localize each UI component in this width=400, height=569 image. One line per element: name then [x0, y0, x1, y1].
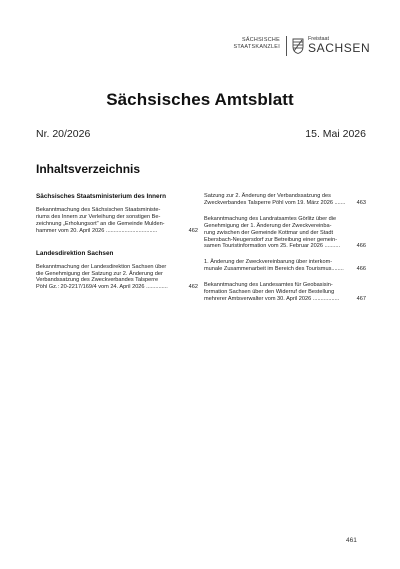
- toc-entry[interactable]: [204, 259, 366, 273]
- toc-section: [36, 250, 198, 292]
- toc-entry-text: Bekanntmachung der Landesdirektion Sachsen über die Genehmigung der Satzung zur 2. Änderung der Verbandssatzung des Zweckverbandes Talsperre Pöhl Gz.: 20-2217/169/4 vom 24. April 2026 ..............: [36, 263, 168, 291]
- toc-heading: Inhaltsverzeichnis: [36, 162, 141, 176]
- section-heading: Landesdirektion Sachsen: [36, 249, 114, 257]
- toc-entry[interactable]: [204, 282, 366, 303]
- staatskanzlei-label: [230, 37, 280, 51]
- saxony-logo: [230, 35, 370, 59]
- logo-left-line1: SÄCHSISCHE: [241, 37, 280, 43]
- toc-entry-text: Satzung zur 2. Änderung der Verbandssatzung des Zweckverbandes Talsperre Pöhl vom 19. März 2026 .......: [204, 193, 346, 206]
- toc-entry-page: 466: [356, 243, 366, 250]
- toc-right-column: [204, 193, 366, 312]
- saxony-crest-icon: [292, 38, 304, 54]
- toc-entry-page: 466: [356, 266, 366, 273]
- toc-entry-page: 462: [188, 284, 198, 291]
- masthead-title: Sächsisches Amtsblatt: [106, 90, 294, 109]
- toc-left-column: [36, 193, 198, 300]
- page-number: 461: [346, 537, 357, 544]
- toc-entry-page: 467: [356, 295, 366, 302]
- issue-number: Nr. 20/2026: [36, 128, 91, 140]
- logo-left-line2: STAATSKANZLEI: [233, 44, 280, 50]
- issue-date: 15. Mai 2026: [305, 128, 366, 140]
- toc-entry-text: Bekanntmachung des Landesamtes für Geobasisin- formation Sachsen über den Widerruf der Bestellung mehrerer Amtsverwalter vom 30. April 2026 .................: [204, 282, 340, 302]
- logo-freistaat: Freistaat: [308, 36, 329, 42]
- freistaat-sachsen-label: [308, 36, 370, 55]
- toc-entry-page: 462: [188, 227, 198, 234]
- toc-entry-page: 463: [356, 199, 366, 206]
- toc-section: [36, 193, 198, 235]
- toc-entry[interactable]: [36, 264, 198, 292]
- toc-entry[interactable]: [204, 193, 366, 207]
- logo-divider: [286, 36, 287, 56]
- toc-entry-text: 1. Änderung der Zweckvereinbarung über interkom- munale Zusammenarbeit im Bereich des Tourismus........: [204, 259, 344, 273]
- toc-entry[interactable]: [36, 207, 198, 235]
- toc-entry[interactable]: [204, 216, 366, 251]
- toc-entry-text: Bekanntmachung des Sächsischen Staatsministe- riums des Innern zur Verleihung der sonstigen Be- zeichnung „Erholungsort" an die Gemeinde Mulden- hammer vom 20. April 2026 .................................: [36, 207, 165, 234]
- logo-sachsen: SACHSEN: [308, 41, 371, 55]
- toc-entry-text: Bekanntmachung des Landratsamtes Görlitz über die Genehmigung der 1. Änderung der Zweckvereinba- rung zwischen der Gemeinde Kottmar und der Stadt Ebersbach-Neugersdorf zur Betreibung einer gemein- samen Touristinformation vom 25. Februar 2026 ..........: [204, 215, 341, 250]
- section-heading: Sächsisches Staatsministerium des Innern: [36, 193, 166, 200]
